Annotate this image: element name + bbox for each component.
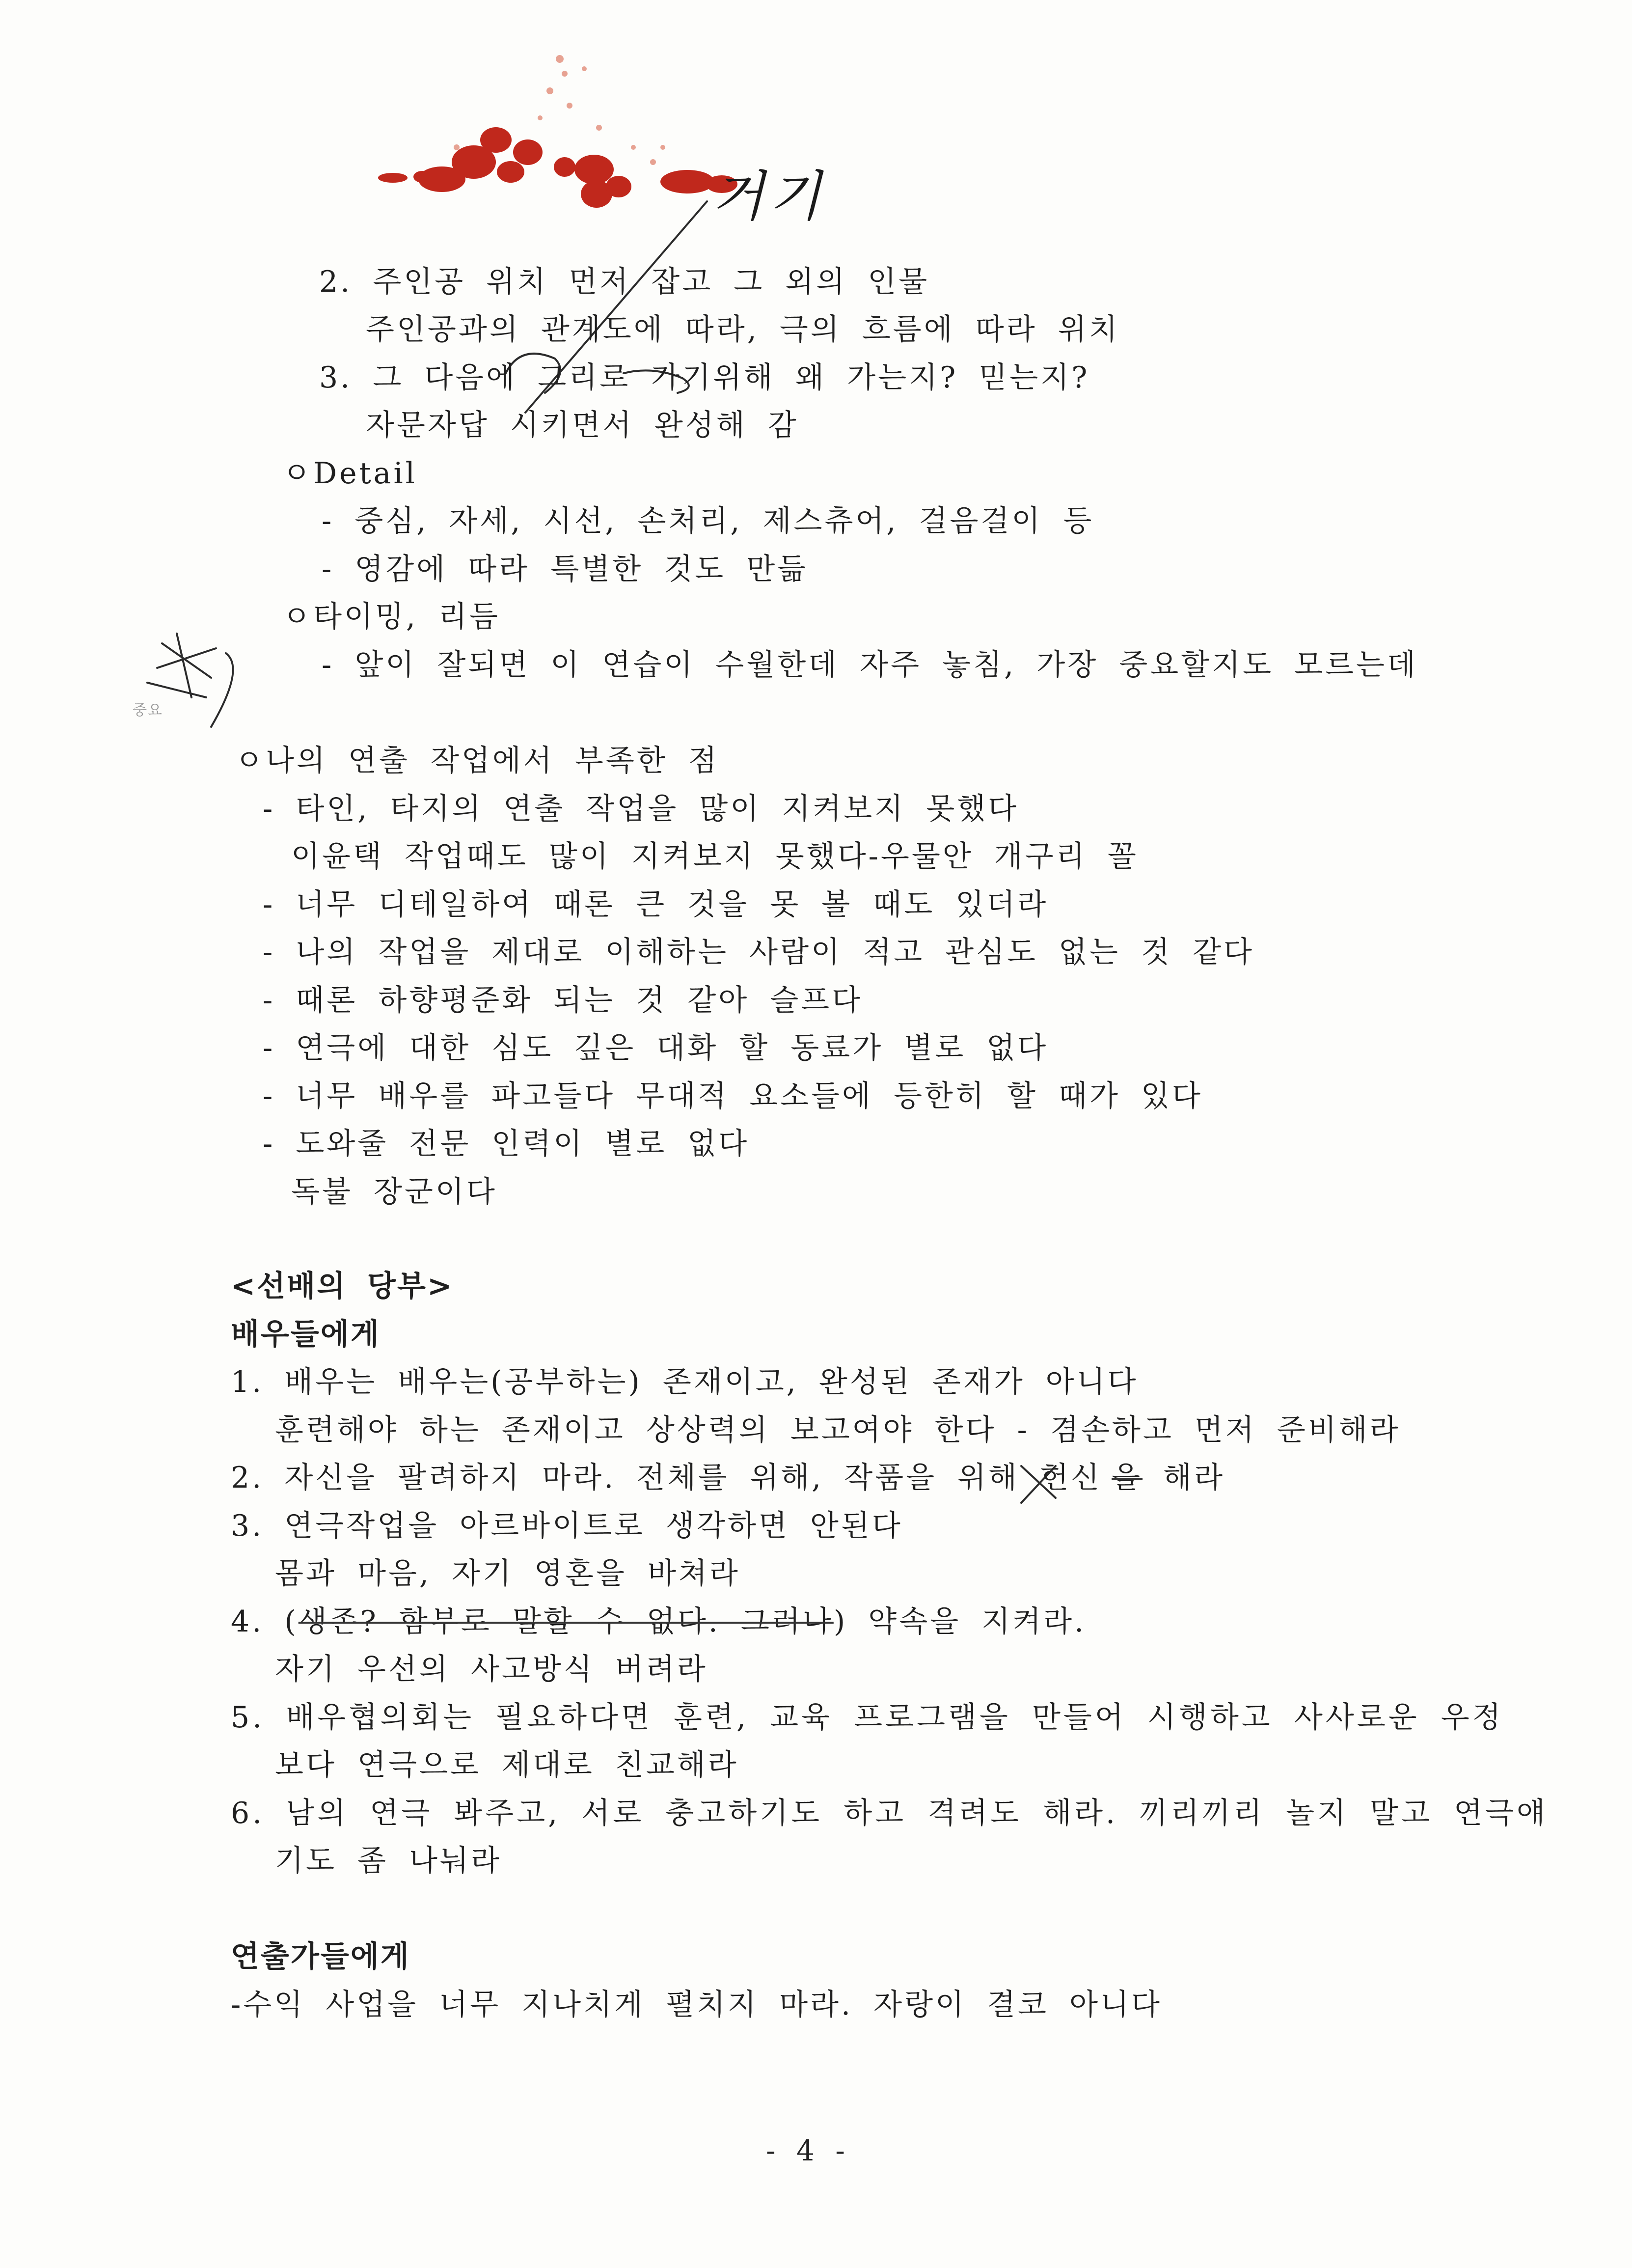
shortcomings-line: 이윤택 작업때도 많이 지켜보지 못했다-우물안 개구리 꼴	[291, 839, 1139, 874]
actors-advice-1: 1. 배우는 배우는(공부하는) 존재이고, 완성된 존재가 아니다	[231, 1365, 1139, 1399]
actors-advice-5b: 보다 연극으로 제대로 친교해라	[275, 1748, 739, 1782]
shortcomings-heading: ㅇ나의 연출 작업에서 부족한 점	[235, 744, 719, 778]
shortcomings-line: - 타인, 타지의 연출 작업을 많이 지켜보지 못했다	[263, 792, 1019, 826]
margin-asterisk-mark	[147, 634, 216, 697]
actors-advice-6: 6. 남의 연극 봐주고, 서로 충고하기도 하고 격려도 해라. 끼리끼리 놀지 말고 연극얘	[231, 1796, 1548, 1830]
shortcomings-line: - 너무 디테일하여 때론 큰 것을 못 볼 때도 있더라	[263, 887, 1049, 922]
actors-advice-3: 3. 연극작업을 아르바이트로 생각하면 안된다	[231, 1509, 903, 1543]
handwritten-note-margin: 중요	[133, 702, 163, 719]
red-ink-blots	[378, 127, 737, 208]
actors-advice-4: 4. (생존? 함부로 말할 수 없다. 그러나) 약속을 지켜라.	[231, 1604, 1087, 1639]
actors-heading: 배우들에게	[231, 1317, 381, 1352]
detail-item: - 중심, 자세, 시선, 손처리, 제스츄어, 걸음걸이 등	[322, 504, 1094, 538]
timing-item: - 앞이 잘되면 이 연습이 수월한데 자주 놓침, 가장 중요할지도 모르는데	[322, 648, 1418, 682]
detail-item: - 영감에 따라 특별한 것도 만듦	[322, 552, 809, 586]
staging-item-3-desc: 자문자답 시키면서 완성해 감	[366, 408, 799, 443]
shortcomings-line: - 연극에 대한 심도 깊은 대화 할 동료가 별로 없다	[263, 1031, 1049, 1065]
timing-heading: ㅇ타이밍, 리듬	[282, 600, 500, 634]
shortcomings-line: 독불 장군이다	[291, 1175, 497, 1209]
struck-word: 을	[1112, 1461, 1143, 1495]
page-number: - 4 -	[766, 2134, 851, 2167]
shortcomings-line: - 너무 배우를 파고들다 무대적 요소들에 등한히 할 때가 있다	[263, 1079, 1203, 1113]
shortcomings-line: - 도와줄 전문 인력이 별로 없다	[263, 1127, 750, 1161]
detail-heading: ㅇDetail	[282, 456, 417, 491]
staging-item-3-title: 3. 그 다음에 그리로 가기위해 왜 가는지? 믿는지?	[319, 360, 1090, 395]
staging-item-2-title: 2. 주인공 위치 먼저 잡고 그 외의 인물	[319, 265, 930, 299]
shortcomings-line: - 때론 하향평준화 되는 것 같아 슬프다	[263, 983, 863, 1018]
shortcomings-line: - 나의 작업을 제대로 이해하는 사람이 적고 관심도 없는 것 같다	[263, 935, 1254, 969]
directors-heading: 연출가들에게	[231, 1939, 410, 1974]
struck-phrase: 생존? 함부로 말할 수 없다. 그러나	[298, 1604, 834, 1639]
actors-advice-5: 5. 배우협의회는 필요하다면 훈련, 교육 프로그램을 만들어 시행하고 사사로운 우정	[231, 1700, 1504, 1735]
advice-heading: <선배의 당부>	[231, 1269, 454, 1303]
actors-advice-1b: 훈련해야 하는 존재이고 상상력의 보고여야 한다 - 겸손하고 먼저 준비해라	[275, 1413, 1401, 1447]
actors-advice-2: 2. 자신을 팔려하지 마라. 전체를 위해, 작품을 위해 헌신 을 해라	[231, 1461, 1225, 1495]
directors-advice-1: -수익 사업을 너무 지나치게 펼치지 마라. 자랑이 결코 아니다	[231, 1988, 1162, 2022]
staging-item-2-desc: 주인공과의 관계도에 따라, 극의 흐름에 따라 위치	[366, 312, 1120, 347]
actors-advice-3b: 몸과 마음, 자기 영혼을 바쳐라	[275, 1556, 740, 1591]
actors-advice-6b: 기도 좀 나눠라	[275, 1844, 502, 1878]
actors-advice-4b: 자기 우선의 사고방식 버려라	[275, 1652, 708, 1687]
handwritten-note-top: 거기	[712, 165, 826, 228]
